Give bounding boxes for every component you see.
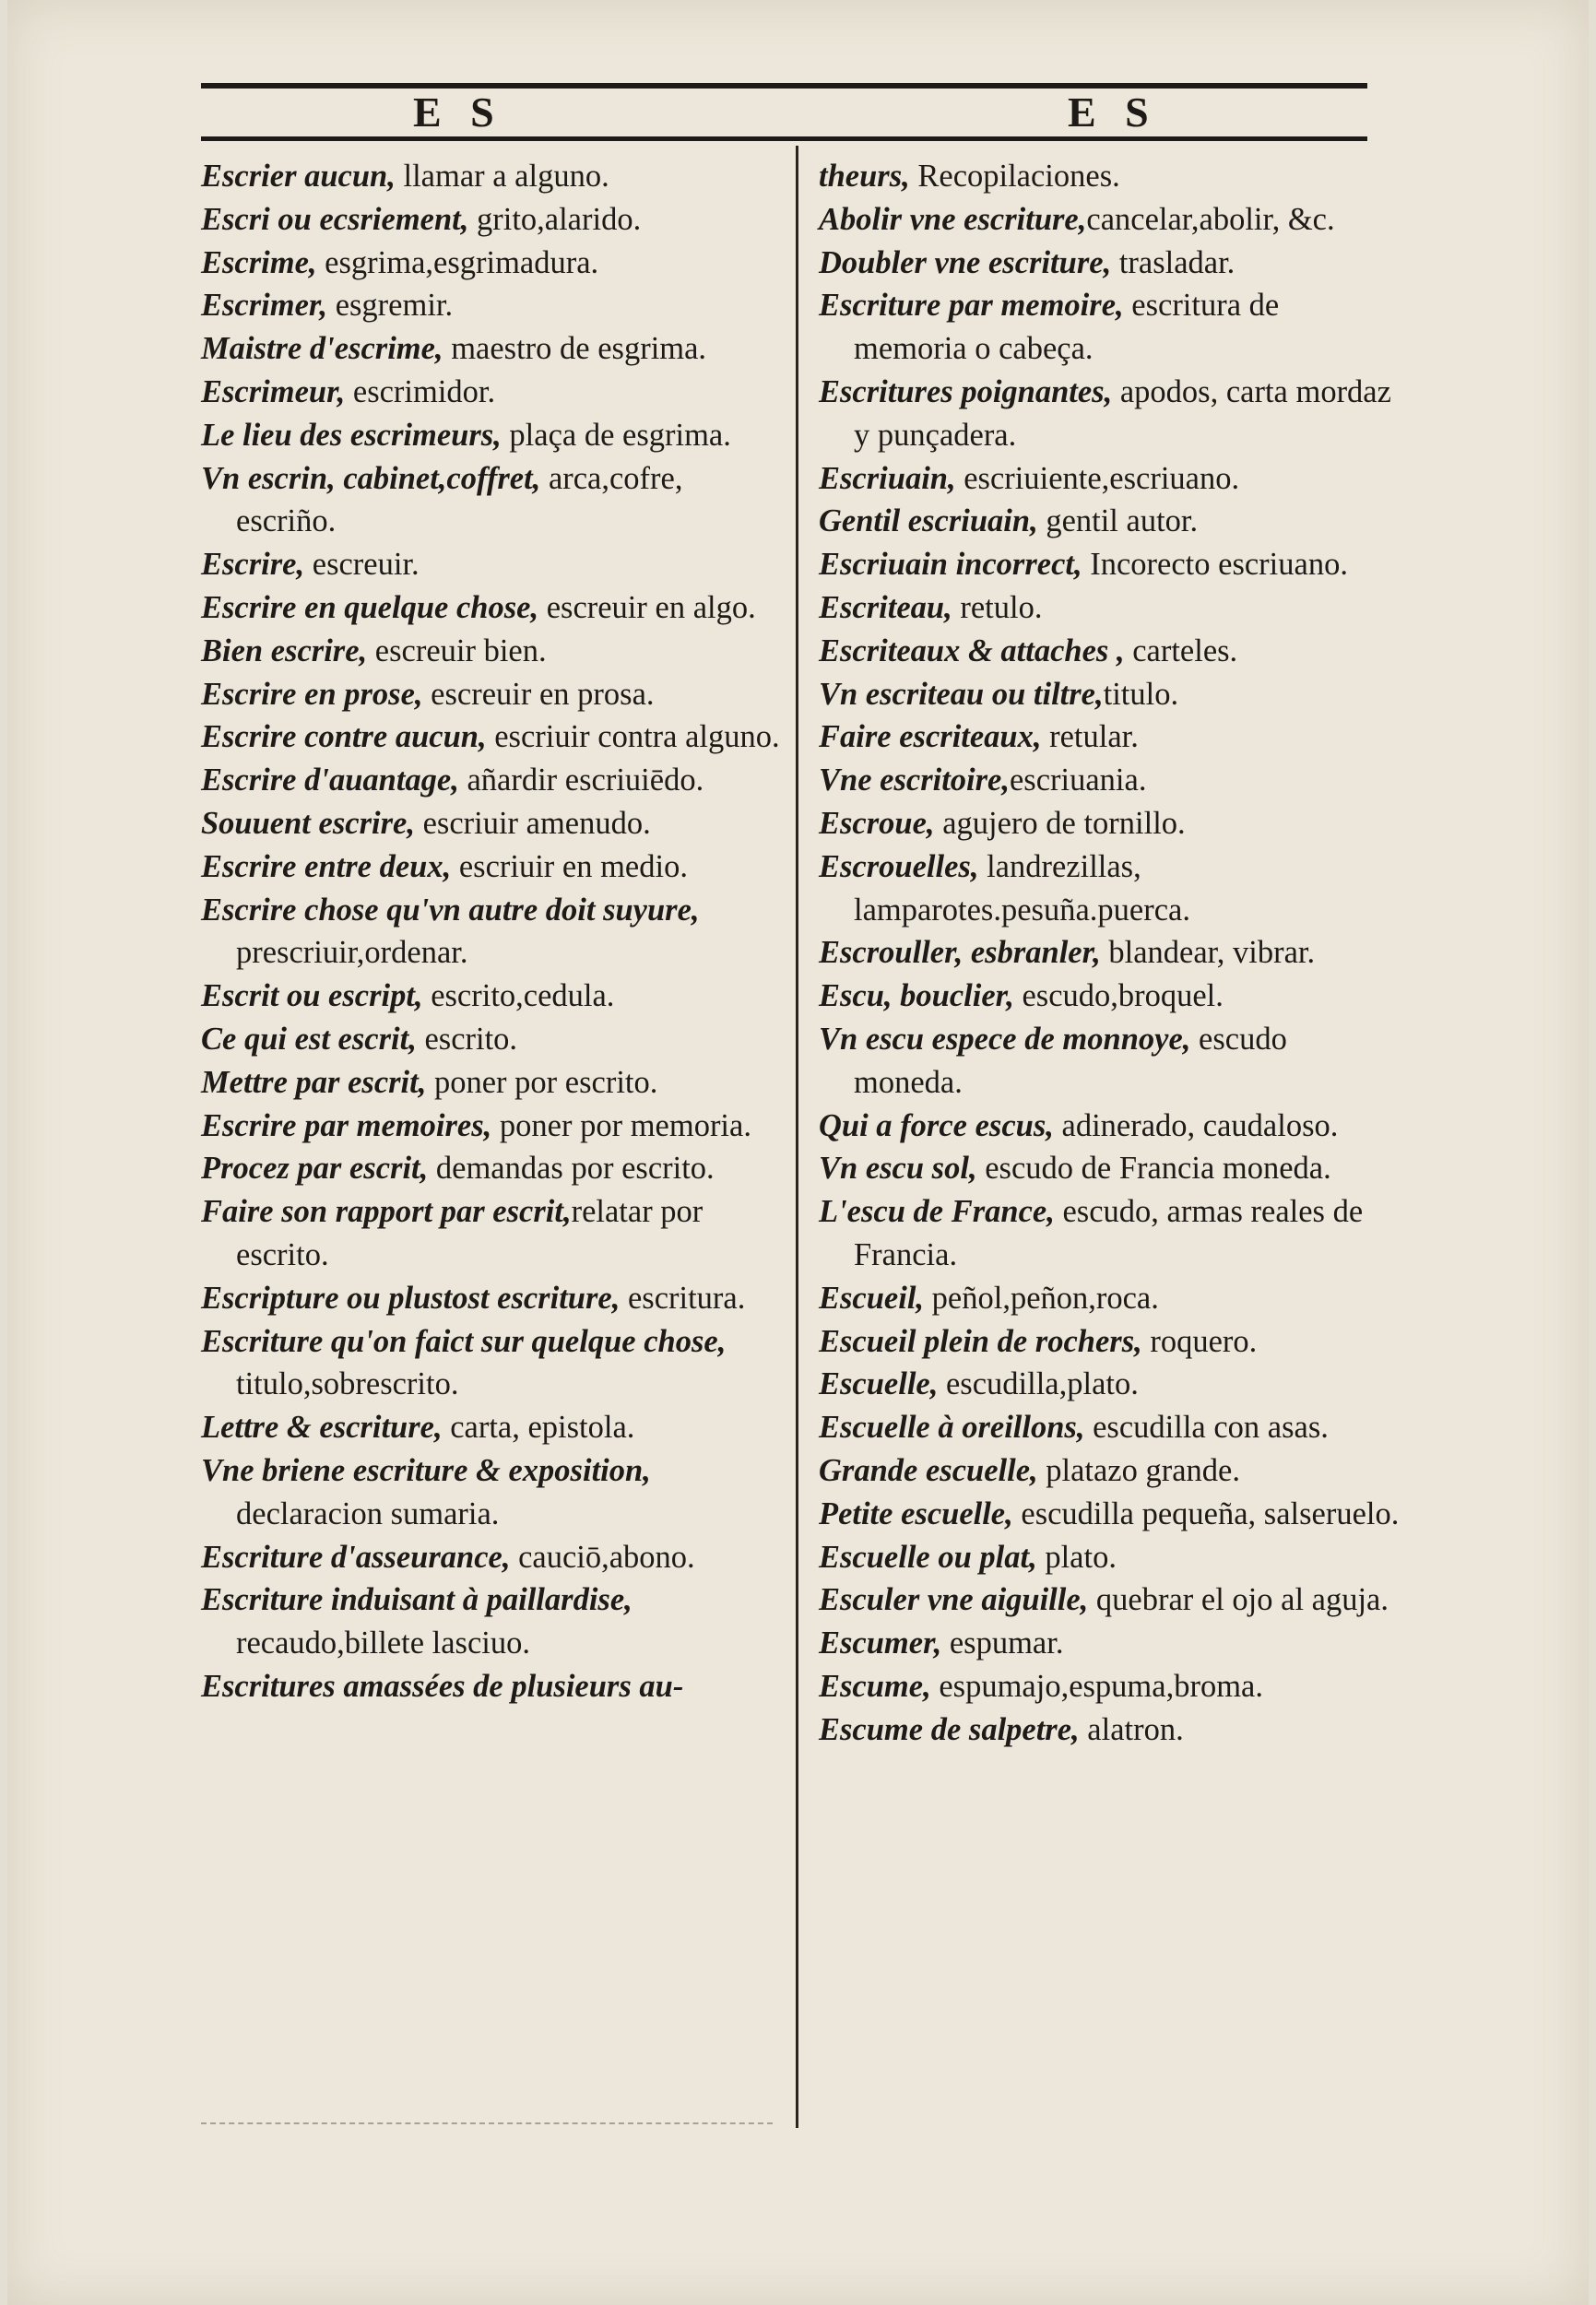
dictionary-entry xyxy=(819,284,1400,371)
entry-translation: quebrar el ojo al aguja. xyxy=(1088,1582,1389,1618)
dictionary-entry xyxy=(201,586,782,630)
entry-translation: poner por escrito. xyxy=(426,1064,658,1100)
entry-translation: plato. xyxy=(1036,1539,1117,1575)
running-head-right: E S xyxy=(1068,89,1158,136)
entry-translation: retulo. xyxy=(952,589,1043,625)
running-head-left: E S xyxy=(413,89,503,136)
entry-headword: Escuelle ou plat, xyxy=(819,1539,1037,1575)
entry-headword: Escroue, xyxy=(819,805,935,841)
entry-headword: Vn escu sol, xyxy=(819,1151,977,1187)
entry-headword: Abolir vne escriture, xyxy=(819,201,1087,237)
entry-headword: Escrier aucun, xyxy=(201,159,396,194)
dictionary-entry xyxy=(819,845,1400,932)
entry-translation: escudo, armas reales de Francia. xyxy=(854,1194,1364,1272)
entry-headword: Escrire, xyxy=(201,547,305,583)
entry-headword: Vn escriteau ou tiltre, xyxy=(819,676,1104,712)
entry-translation: escrimidor. xyxy=(345,373,496,409)
column-divider xyxy=(796,146,798,2128)
entry-translation: Incorecto escriuano. xyxy=(1082,547,1348,583)
dictionary-entry xyxy=(819,1363,1400,1406)
dictionary-entry xyxy=(201,1105,782,1148)
dictionary-entry xyxy=(819,1277,1400,1320)
dictionary-entry xyxy=(201,1665,782,1708)
entry-headword: Qui a force escus, xyxy=(819,1107,1054,1143)
entry-headword: Escueil, xyxy=(819,1280,925,1316)
entry-headword: Escu, bouclier, xyxy=(819,978,1014,1014)
entry-translation: escreuir en algo. xyxy=(538,589,756,625)
entry-headword: Escri ou ecsriement, xyxy=(201,201,469,237)
dictionary-entry xyxy=(819,1536,1400,1579)
entry-headword: Doubler vne escriture, xyxy=(819,244,1112,280)
dictionary-entry xyxy=(201,1449,782,1536)
entry-translation: carteles. xyxy=(1124,632,1238,668)
entry-headword: Mettre par escrit, xyxy=(201,1064,427,1100)
entry-headword: Escriture qu'on faict sur quelque chose, xyxy=(201,1323,727,1359)
dictionary-entry xyxy=(201,1320,782,1407)
entry-headword: Escumer, xyxy=(819,1625,942,1661)
dictionary-entry xyxy=(201,284,782,327)
dictionary-entry xyxy=(819,975,1400,1018)
entry-headword: Escrire chose qu'vn autre doit suyure, xyxy=(201,892,700,928)
dictionary-entry xyxy=(201,1277,782,1320)
dictionary-entry xyxy=(201,1190,782,1277)
dictionary-entry xyxy=(819,155,1400,198)
dictionary-entry xyxy=(819,1449,1400,1493)
right-column xyxy=(819,155,1400,1751)
page xyxy=(7,0,1589,2305)
entry-translation: añardir escriuiēdo. xyxy=(458,762,704,798)
top-rule xyxy=(201,83,1367,89)
entry-translation: adinerado, caudaloso. xyxy=(1053,1107,1339,1143)
dictionary-entry xyxy=(201,1018,782,1061)
entry-headword: Petite escuelle, xyxy=(819,1495,1013,1531)
entry-headword: Escrit ou escript, xyxy=(201,978,423,1014)
dictionary-entry xyxy=(201,1147,782,1190)
entry-headword: Lettre & escriture, xyxy=(201,1410,443,1446)
entry-headword: Escrime, xyxy=(201,244,317,280)
entry-translation: demandas por escrito. xyxy=(428,1151,715,1187)
dictionary-entry xyxy=(819,1320,1400,1364)
entry-translation: recaudo,billete lasciuo. xyxy=(236,1625,530,1661)
dictionary-entry xyxy=(819,1493,1400,1536)
dictionary-entry xyxy=(819,198,1400,242)
dictionary-entry xyxy=(201,1578,782,1665)
entry-headword: Escripture ou plustost escriture, xyxy=(201,1280,621,1316)
entry-translation: carta, epistola. xyxy=(442,1410,635,1446)
entry-translation: esgrima,esgrimadura. xyxy=(316,244,599,280)
dictionary-entry xyxy=(201,845,782,889)
entry-translation: retular. xyxy=(1041,719,1139,755)
entry-headword: Escueil plein de rochers, xyxy=(819,1323,1142,1359)
entry-headword: Escrire en quelque chose, xyxy=(201,589,539,625)
dictionary-entry xyxy=(201,1061,782,1105)
dictionary-entry xyxy=(201,371,782,414)
dictionary-entry xyxy=(819,1018,1400,1105)
dictionary-entry xyxy=(819,715,1400,759)
entry-headword: Escriture par memoire, xyxy=(819,288,1124,324)
dictionary-entry xyxy=(819,1190,1400,1277)
dictionary-entry xyxy=(819,242,1400,285)
dictionary-entry xyxy=(819,1622,1400,1665)
entry-headword: Escriuain, xyxy=(819,460,956,496)
entry-headword: Escrire en prose, xyxy=(201,676,423,712)
dictionary-entry xyxy=(201,155,782,198)
entry-headword: Escritures poignantes, xyxy=(819,373,1113,409)
dictionary-entry xyxy=(819,1665,1400,1708)
entry-translation: platazo grande. xyxy=(1037,1452,1240,1488)
dictionary-entry xyxy=(819,1578,1400,1622)
entry-headword: Ce qui est escrit, xyxy=(201,1021,417,1057)
entry-translation: escreuir. xyxy=(304,547,420,583)
entry-translation: relatar por escrito. xyxy=(236,1194,703,1272)
dictionary-entry xyxy=(201,543,782,586)
entry-translation: titulo,sobrescrito. xyxy=(236,1366,459,1402)
entry-translation: alatron. xyxy=(1079,1711,1184,1747)
entry-translation: escudilla con asas. xyxy=(1084,1410,1329,1446)
entry-translation: escriuiente,escriuano. xyxy=(955,460,1240,496)
entry-headword: Escriteaux & attaches , xyxy=(819,632,1125,668)
entry-headword: Escritures amassées de plusieurs au- xyxy=(201,1668,684,1704)
dictionary-entry xyxy=(201,198,782,242)
dictionary-entry xyxy=(201,889,782,975)
dictionary-entry xyxy=(819,802,1400,845)
entry-translation: grito,alarido. xyxy=(468,201,642,237)
entry-headword: theurs, xyxy=(819,159,910,194)
dictionary-entry xyxy=(819,673,1400,716)
entry-translation: apodos, carta mordaz y punçadera. xyxy=(854,373,1391,453)
entry-translation: titulo. xyxy=(1103,676,1179,712)
dictionary-entry xyxy=(819,543,1400,586)
entry-translation: espumajo,espuma,broma. xyxy=(930,1668,1263,1704)
entry-headword: Escuelle à oreillons, xyxy=(819,1410,1085,1446)
entry-translation: Recopilaciones. xyxy=(909,159,1120,194)
entry-headword: Vne briene escriture & exposition, xyxy=(201,1452,651,1488)
entry-headword: Escuelle, xyxy=(819,1366,939,1402)
entry-translation: escriuir en medio. xyxy=(451,848,688,884)
dictionary-entry xyxy=(819,457,1400,501)
entry-headword: Escriuain incorrect, xyxy=(819,547,1082,583)
entry-headword: Vn escu espece de monnoye, xyxy=(819,1021,1191,1057)
entry-translation: blandear, vibrar. xyxy=(1100,935,1316,971)
entry-translation: escreuir bien. xyxy=(367,632,547,668)
entry-headword: Vn escrin, cabinet,coffret, xyxy=(201,460,541,496)
entry-headword: Escrimer, xyxy=(201,288,328,324)
dictionary-entry xyxy=(819,1147,1400,1190)
dictionary-entry xyxy=(819,1105,1400,1148)
left-column xyxy=(201,155,782,1708)
dictionary-entry xyxy=(819,500,1400,543)
entry-headword: Maistre d'escrime, xyxy=(201,331,443,367)
entry-headword: Escrire par memoires, xyxy=(201,1107,492,1143)
entry-translation: escriuir amenudo. xyxy=(414,805,651,841)
dictionary-entry xyxy=(201,414,782,457)
entry-translation: escrito,cedula. xyxy=(422,978,615,1014)
entry-translation: landrezillas, lamparotes.pesuña.puerca. xyxy=(854,848,1190,928)
entry-headword: Escrire entre deux, xyxy=(201,848,452,884)
dictionary-entry xyxy=(201,242,782,285)
entry-headword: Faire son rapport par escrit, xyxy=(201,1194,572,1230)
entry-translation: cancelar,abolir, &c. xyxy=(1086,201,1335,237)
entry-translation: escudo,broquel. xyxy=(1013,978,1224,1014)
entry-translation: escrito. xyxy=(416,1021,518,1057)
entry-headword: Procez par escrit, xyxy=(201,1151,429,1187)
entry-headword: Escrire d'auantage, xyxy=(201,762,459,798)
entry-headword: Le lieu des escrimeurs, xyxy=(201,417,502,453)
entry-translation: cauciō,abono. xyxy=(510,1539,695,1575)
dictionary-entry xyxy=(201,802,782,845)
entry-translation: prescriuir,ordenar. xyxy=(236,935,468,971)
dictionary-entry xyxy=(201,1536,782,1579)
footer-rule xyxy=(201,2122,773,2126)
entry-translation: trasladar. xyxy=(1111,244,1235,280)
entry-translation: escudilla,plato. xyxy=(938,1366,1139,1402)
entry-translation: escritura. xyxy=(620,1280,746,1316)
entry-translation: declaracion sumaria. xyxy=(236,1495,500,1531)
entry-headword: Escriteau, xyxy=(819,589,952,625)
entry-translation: escritura de memoria o cabeça. xyxy=(854,288,1280,367)
entry-headword: Gentil escriuain, xyxy=(819,503,1038,539)
dictionary-entry xyxy=(201,673,782,716)
entry-headword: Escrimeur, xyxy=(201,373,346,409)
entry-headword: Escriture d'asseurance, xyxy=(201,1539,511,1575)
entry-translation: maestro de esgrima. xyxy=(443,331,707,367)
entry-translation: peñol,peñon,roca. xyxy=(924,1280,1159,1316)
dictionary-entry xyxy=(201,1406,782,1449)
dictionary-entry xyxy=(201,327,782,371)
entry-headword: Escume, xyxy=(819,1668,931,1704)
dictionary-entry xyxy=(201,715,782,759)
entry-headword: Bien escrire, xyxy=(201,632,368,668)
entry-headword: Vne escritoire, xyxy=(819,762,1010,798)
entry-translation: esgremir. xyxy=(327,288,454,324)
entry-translation: escreuir en prosa. xyxy=(422,676,655,712)
entry-headword: L'escu de France, xyxy=(819,1194,1055,1230)
entry-headword: Esculer vne aiguille, xyxy=(819,1582,1089,1618)
entry-translation: poner por memoria. xyxy=(491,1107,751,1143)
entry-translation: roquero. xyxy=(1141,1323,1258,1359)
entry-translation: llamar a alguno. xyxy=(395,159,609,194)
dictionary-entry xyxy=(201,759,782,802)
entry-translation: agujero de tornillo. xyxy=(934,805,1186,841)
header-rule xyxy=(201,136,1367,141)
dictionary-entry xyxy=(819,931,1400,975)
entry-translation: plaça de esgrima. xyxy=(501,417,731,453)
entry-translation: arca,cofre, escriño. xyxy=(236,460,683,539)
entry-headword: Souuent escrire, xyxy=(201,805,415,841)
entry-translation: escudo de Francia moneda. xyxy=(976,1151,1331,1187)
dictionary-entry xyxy=(201,630,782,673)
entry-headword: Escrouller, esbranler, xyxy=(819,935,1101,971)
dictionary-entry xyxy=(819,630,1400,673)
entry-headword: Faire escriteaux, xyxy=(819,719,1042,755)
entry-headword: Grande escuelle, xyxy=(819,1452,1038,1488)
entry-translation: escudilla pequeña, salseruelo. xyxy=(1012,1495,1400,1531)
entry-headword: Escriture induisant à paillardise, xyxy=(201,1582,632,1618)
entry-translation: escriuir contra alguno. xyxy=(486,719,780,755)
entry-translation: escudo moneda. xyxy=(854,1021,1287,1100)
dictionary-entry xyxy=(819,1406,1400,1449)
entry-translation: espumar. xyxy=(941,1625,1064,1661)
dictionary-entry xyxy=(819,1708,1400,1752)
entry-translation: gentil autor. xyxy=(1037,503,1199,539)
entry-headword: Escrire contre aucun, xyxy=(201,719,487,755)
entry-headword: Escume de salpetre, xyxy=(819,1711,1080,1747)
dictionary-entry xyxy=(201,457,782,544)
dictionary-entry xyxy=(819,586,1400,630)
dictionary-entry xyxy=(819,759,1400,802)
entry-translation: escriuania. xyxy=(1009,762,1147,798)
dictionary-entry xyxy=(201,975,782,1018)
entry-headword: Escrouelles, xyxy=(819,848,979,884)
dictionary-entry xyxy=(819,371,1400,457)
